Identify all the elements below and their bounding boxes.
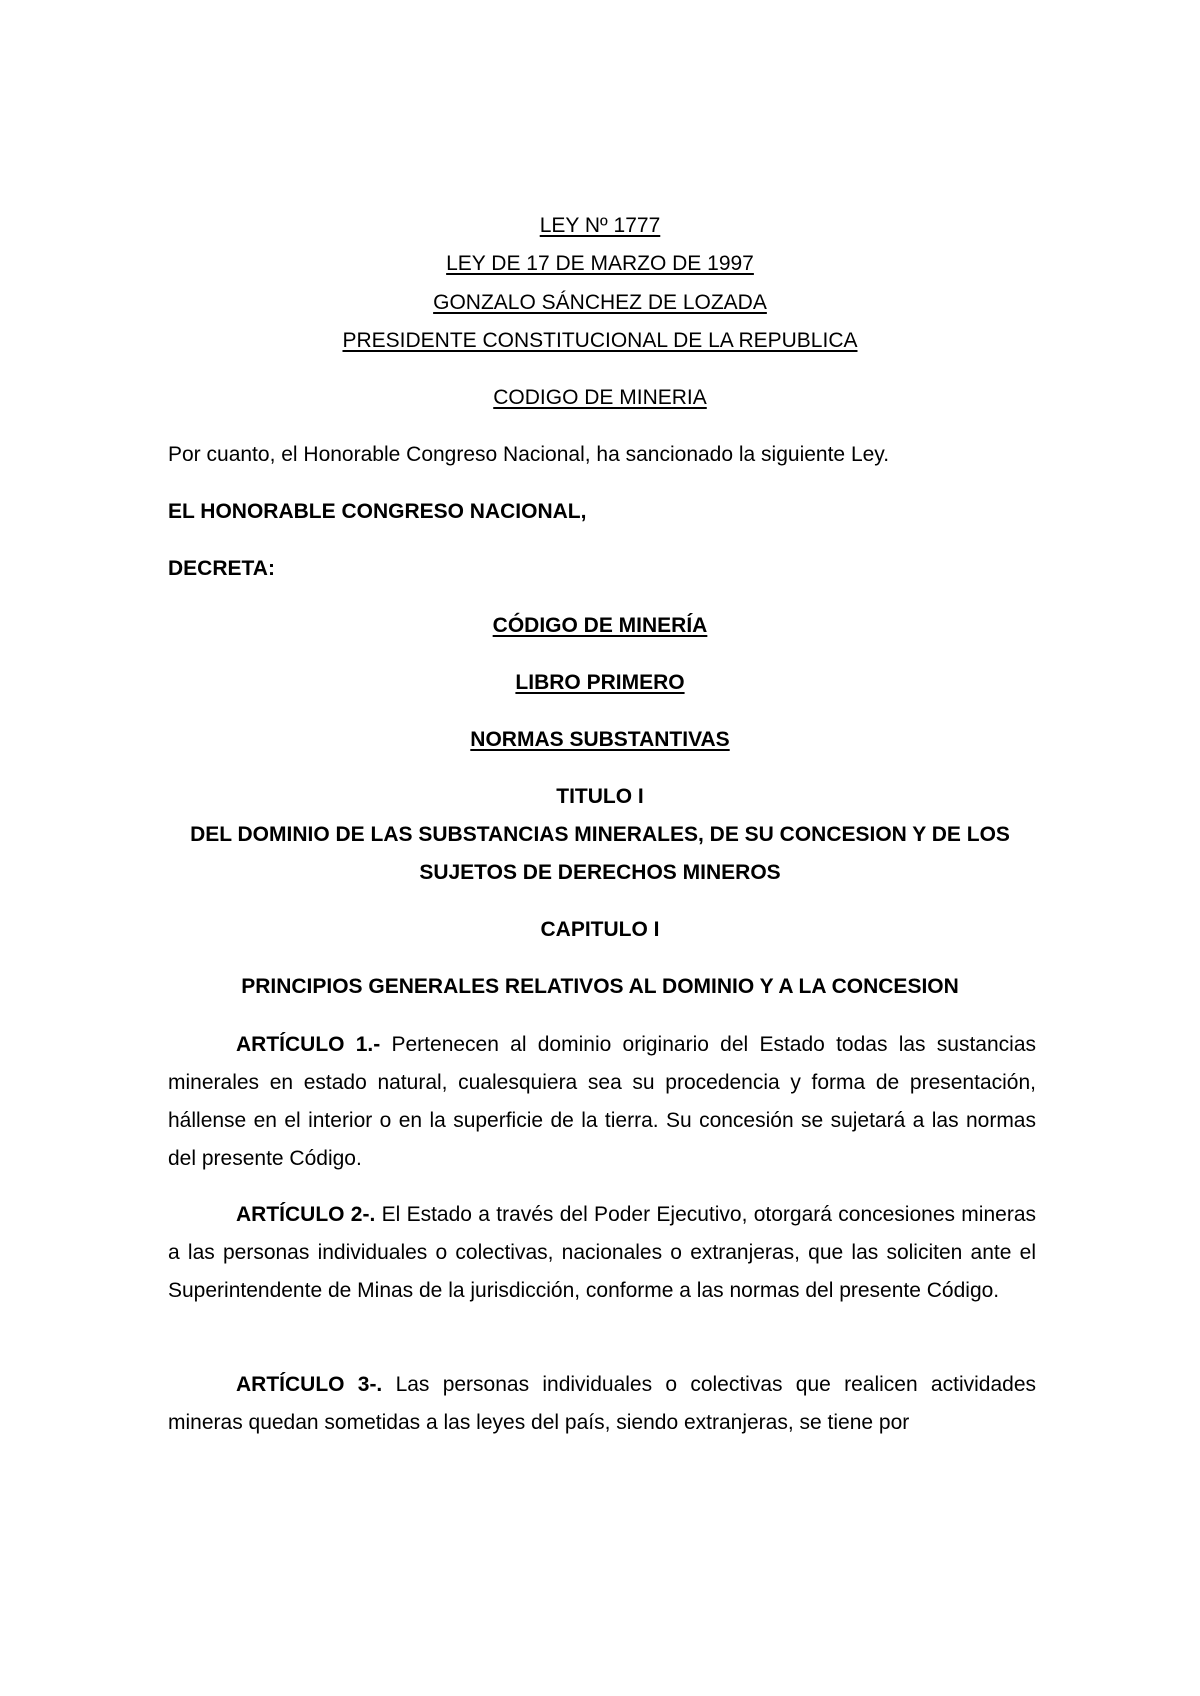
president-title: PRESIDENTE CONSTITUCIONAL DE LA REPUBLICA	[342, 329, 858, 352]
law-date: LEY DE 17 DE MARZO DE 1997	[446, 252, 754, 275]
title-number: TITULO I	[556, 785, 644, 808]
code-title: CODIGO DE MINERIA	[493, 386, 707, 409]
article-label: ARTÍCULO 2-.	[236, 1203, 376, 1226]
article-label: ARTÍCULO 3-.	[236, 1373, 383, 1396]
section-heading: NORMAS SUBSTANTIVAS	[470, 728, 730, 751]
title-name-line1: DEL DOMINIO DE LAS SUBSTANCIAS MINERALES, DE SU CONCESION Y DE LOS	[190, 823, 1010, 846]
congress-heading: EL HONORABLE CONGRESO NACIONAL,	[168, 500, 587, 523]
president-name: GONZALO SÁNCHEZ DE LOZADA	[433, 291, 767, 314]
chapter-name: PRINCIPIOS GENERALES RELATIVOS AL DOMINIO Y A LA CONCESION	[241, 975, 959, 998]
article-paragraph	[168, 1366, 1036, 1442]
article-label: ARTÍCULO 1.-	[236, 1033, 381, 1056]
law-number: LEY Nº 1777	[539, 214, 661, 237]
chapter-number: CAPITULO I	[540, 918, 660, 941]
article-text: Las personas individuales o colectivas que realicen actividades mineras quedan sometidas a las leyes del país, siendo extranjeras, se tiene por	[168, 1373, 1036, 1434]
title-name-line2: SUJETOS DE DERECHOS MINEROS	[419, 861, 781, 884]
article-paragraph	[168, 1196, 1036, 1310]
code-title-accented: CÓDIGO DE MINERÍA	[492, 614, 708, 637]
article-paragraph	[168, 1026, 1036, 1178]
article-text: Pertenecen al dominio originario del Estado todas las sustancias minerales en estado natural, cualesquiera sea su procedencia y forma de presentación, hállense en el interior o en la superficie de la tierra. Su concesión se sujetará a las normas del presente Código.	[168, 1033, 1036, 1170]
preamble: Por cuanto, el Honorable Congreso Nacional, ha sancionado la siguiente Ley.	[168, 443, 890, 466]
book-heading: LIBRO PRIMERO	[515, 671, 685, 694]
article-text: El Estado a través del Poder Ejecutivo, otorgará concesiones mineras a las personas individuales o colectivas, nacionales o extranjeras, que las soliciten ante el Superintendente de Minas de la jurisdicción, conforme a las normas del presente Código.	[168, 1203, 1036, 1302]
decreta-heading: DECRETA:	[168, 557, 275, 580]
